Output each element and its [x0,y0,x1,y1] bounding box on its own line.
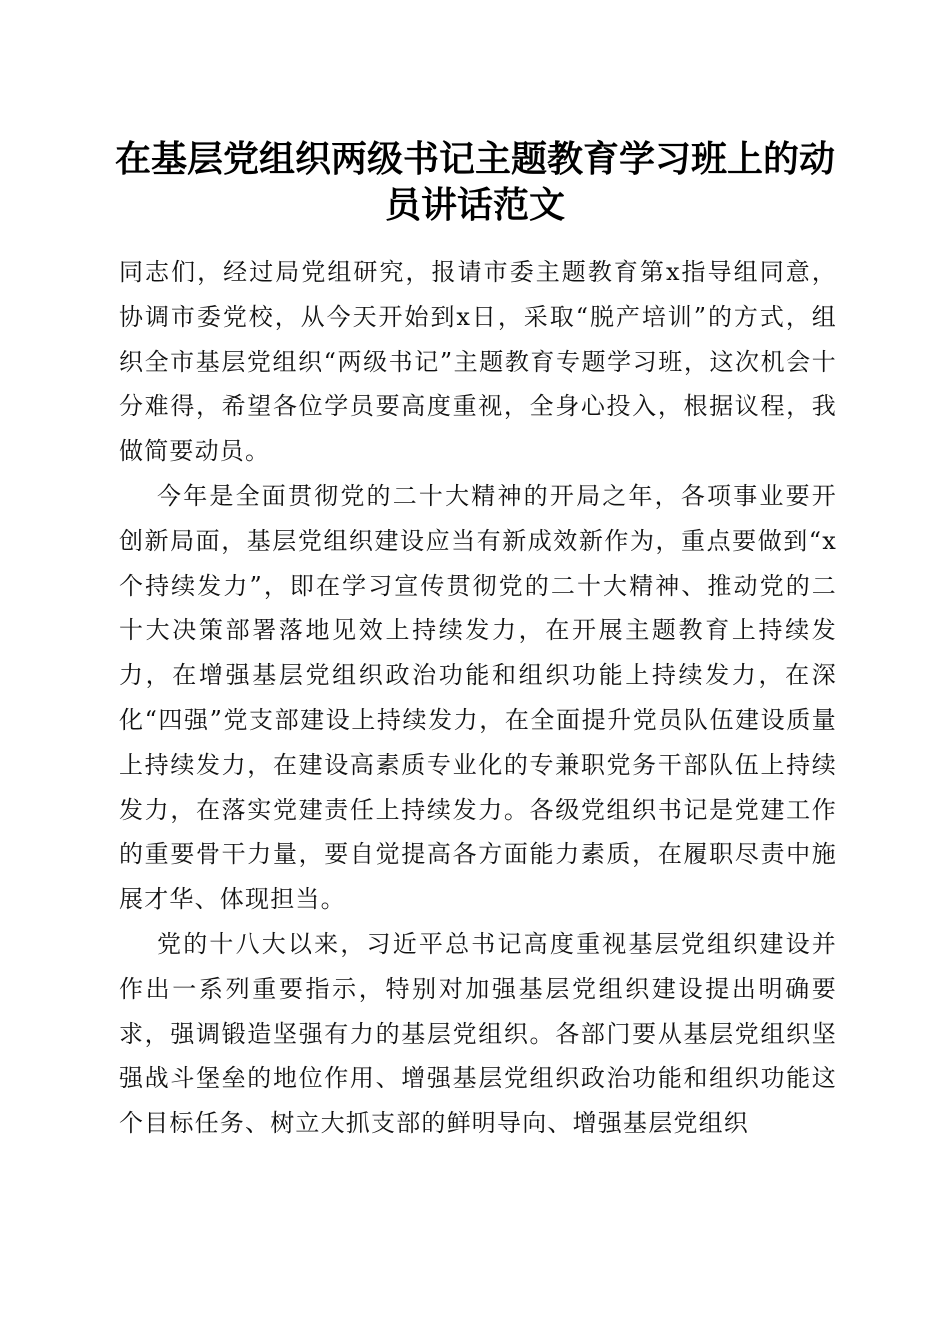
paragraph-since-18th-congress: 党的十八大以来，习近平总书记高度重视基层党组织建设并作出一系列重要指示，特别对加强基层党组织建设提出明确要求，强调锻造坚强有力的基层党组织。各部门要从基层党组织坚强战斗堡垒的地位作用、增强基层党组织政治功能和组织功能这个目标任务、树立大抓支部的鲜明导向、增强基层党组织 [119,929,837,1138]
paragraph-this-year: 今年是全面贯彻党的二十大精神的开局之年，各项事业要开创新局面，基层党组织建设应当有新成效新作为，重点要做到“x个持续发力”，即在学习宣传贯彻党的二十大精神、推动党的二十大决策部署落地见效上持续发力，在开展主题教育上持续发力，在增强基层党组织政治功能和组织功能上持续发力，在深化“四强”党支部建设上持续发力，在全面提升党员队伍建设质量上持续发力，在建设高素质专业化的专兼职党务干部队伍上持续发力，在落实党建责任上持续发力。各级党组织书记是党建工作的重要骨干力量，要自觉提高各方面能力素质，在履职尽责中施展才华、体现担当。 [119,481,837,914]
document-body [119,250,837,1146]
paragraph-opening: 同志们，经过局党组研究，报请市委主题教育第x指导组同意，协调市委党校，从今天开始到x日，采取“脱产培训”的方式，组织全市基层党组织“两级书记”主题教育专题学习班，这次机会十分难得，希望各位学员要高度重视，全身心投入，根据议程，我做简要动员。 [119,258,837,466]
document-title: 在基层党组织两级书记主题教育学习班上的动员讲话范文 [114,138,835,226]
